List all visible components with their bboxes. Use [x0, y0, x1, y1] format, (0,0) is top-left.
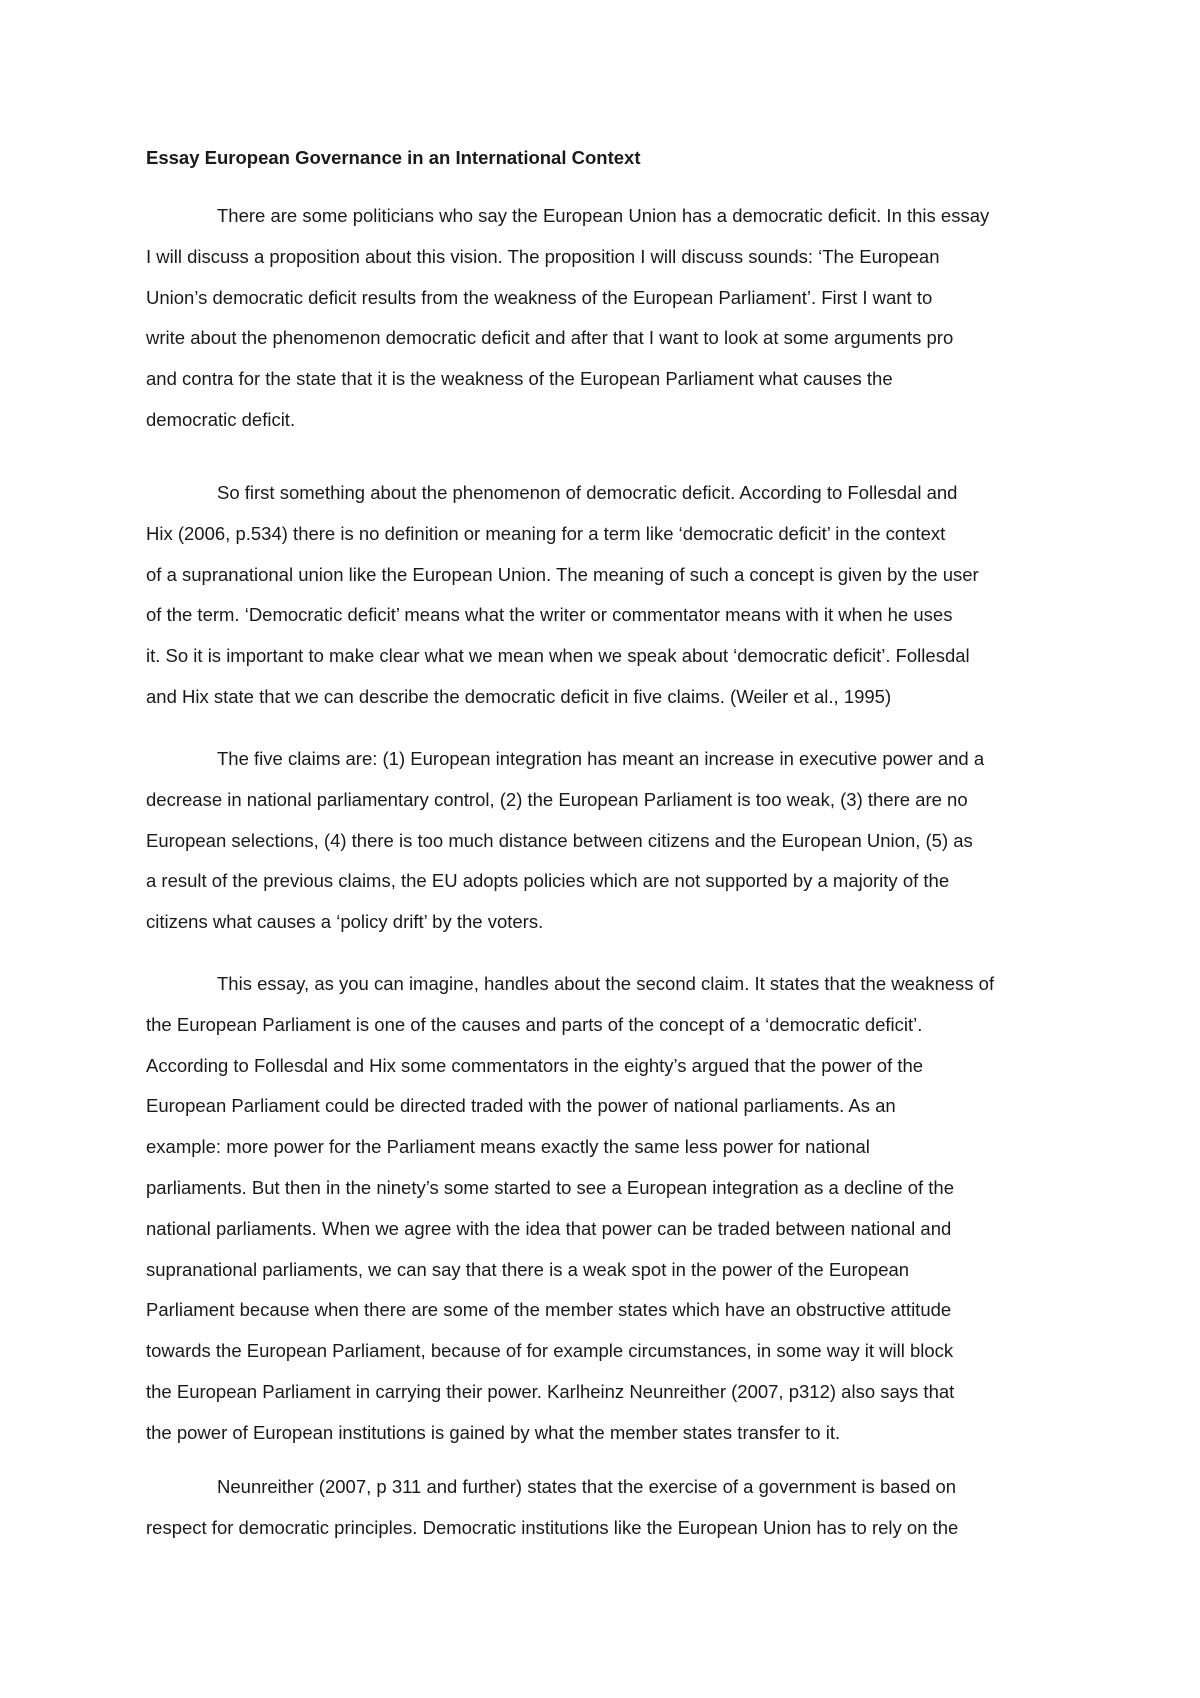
text-line: citizens what causes a ‘policy drift’ by the voters.	[146, 911, 544, 933]
text-line: and contra for the state that it is the weakness of the European Parliament what causes the	[146, 368, 893, 390]
text-line: it. So it is important to make clear what we mean when we speak about ‘democratic deficit’. Follesdal	[146, 645, 970, 667]
text-line: and Hix state that we can describe the democratic deficit in five claims. (Weiler et al., 1995)	[146, 685, 892, 707]
paragraph-1	[146, 196, 1061, 441]
text-line: a result of the previous claims, the EU adopts policies which are not supported by a majority of the	[146, 870, 950, 892]
paragraph-3	[146, 739, 1061, 943]
text-line: example: more power for the Parliament means exactly the same less power for national	[146, 1136, 870, 1158]
text-line: There are some politicians who say the European Union has a democratic deficit. In this essay	[217, 205, 990, 226]
text-line: This essay, as you can imagine, handles about the second claim. It states that the weakness of	[217, 973, 995, 994]
text-line: So first something about the phenomenon of democratic deficit. According to Follesdal and	[217, 482, 958, 503]
text-line: The five claims are: (1) European integration has meant an increase in executive power and a	[217, 748, 985, 769]
text-line: parliaments. But then in the ninety’s some started to see a European integration as a decline of the	[146, 1176, 954, 1198]
text-line: decrease in national parliamentary control, (2) the European Parliament is too weak, (3) there are no	[146, 788, 968, 810]
paragraph-4	[146, 964, 1061, 1454]
text-line: European selections, (4) there is too much distance between citizens and the European Union, (5) as	[146, 829, 973, 851]
text-line: European Parliament could be directed traded with the power of national parliaments. As an	[146, 1095, 896, 1117]
text-line: I will discuss a proposition about this vision. The proposition I will discuss sounds: ‘The European	[146, 245, 940, 267]
text-line: Neunreither (2007, p 311 and further) states that the exercise of a government is based on	[217, 1476, 957, 1497]
text-line: According to Follesdal and Hix some commentators in the eighty’s argued that the power of the	[146, 1054, 924, 1076]
text-line: the European Parliament in carrying their power. Karlheinz Neunreither (2007, p312) also says that	[146, 1380, 955, 1402]
text-line: towards the European Parliament, because of for example circumstances, in some way it will block	[146, 1340, 954, 1362]
essay-title: Essay European Governance in an International Context	[146, 147, 641, 168]
text-line: supranational parliaments, we can say that there is a weak spot in the power of the European	[146, 1258, 910, 1280]
text-line: of the term. ‘Democratic deficit’ means what the writer or commentator means with it when he uses	[146, 604, 953, 626]
text-line: Parliament because when there are some of the member states which have an obstructive attitude	[146, 1299, 952, 1321]
text-line: write about the phenomenon democratic deficit and after that I want to look at some arguments pro	[146, 327, 954, 349]
paragraph-2	[146, 473, 1061, 718]
text-line: the European Parliament is one of the causes and parts of the concept of a ‘democratic deficit’.	[146, 1013, 923, 1035]
text-line: the power of European institutions is gained by what the member states transfer to it.	[146, 1421, 841, 1443]
text-line: Hix (2006, p.534) there is no definition or meaning for a term like ‘democratic deficit’ in the context	[146, 522, 946, 544]
text-line: Union’s democratic deficit results from the weakness of the European Parliament’. First I want to	[146, 286, 933, 308]
text-line: national parliaments. When we agree with the idea that power can be traded between national and	[146, 1217, 952, 1239]
text-line: respect for democratic principles. Democratic institutions like the European Union has to rely on the	[146, 1516, 959, 1538]
paragraph-5	[146, 1467, 1061, 1549]
text-line: of a supranational union like the European Union. The meaning of such a concept is given by the user	[146, 563, 979, 585]
text-line: democratic deficit.	[146, 408, 296, 430]
